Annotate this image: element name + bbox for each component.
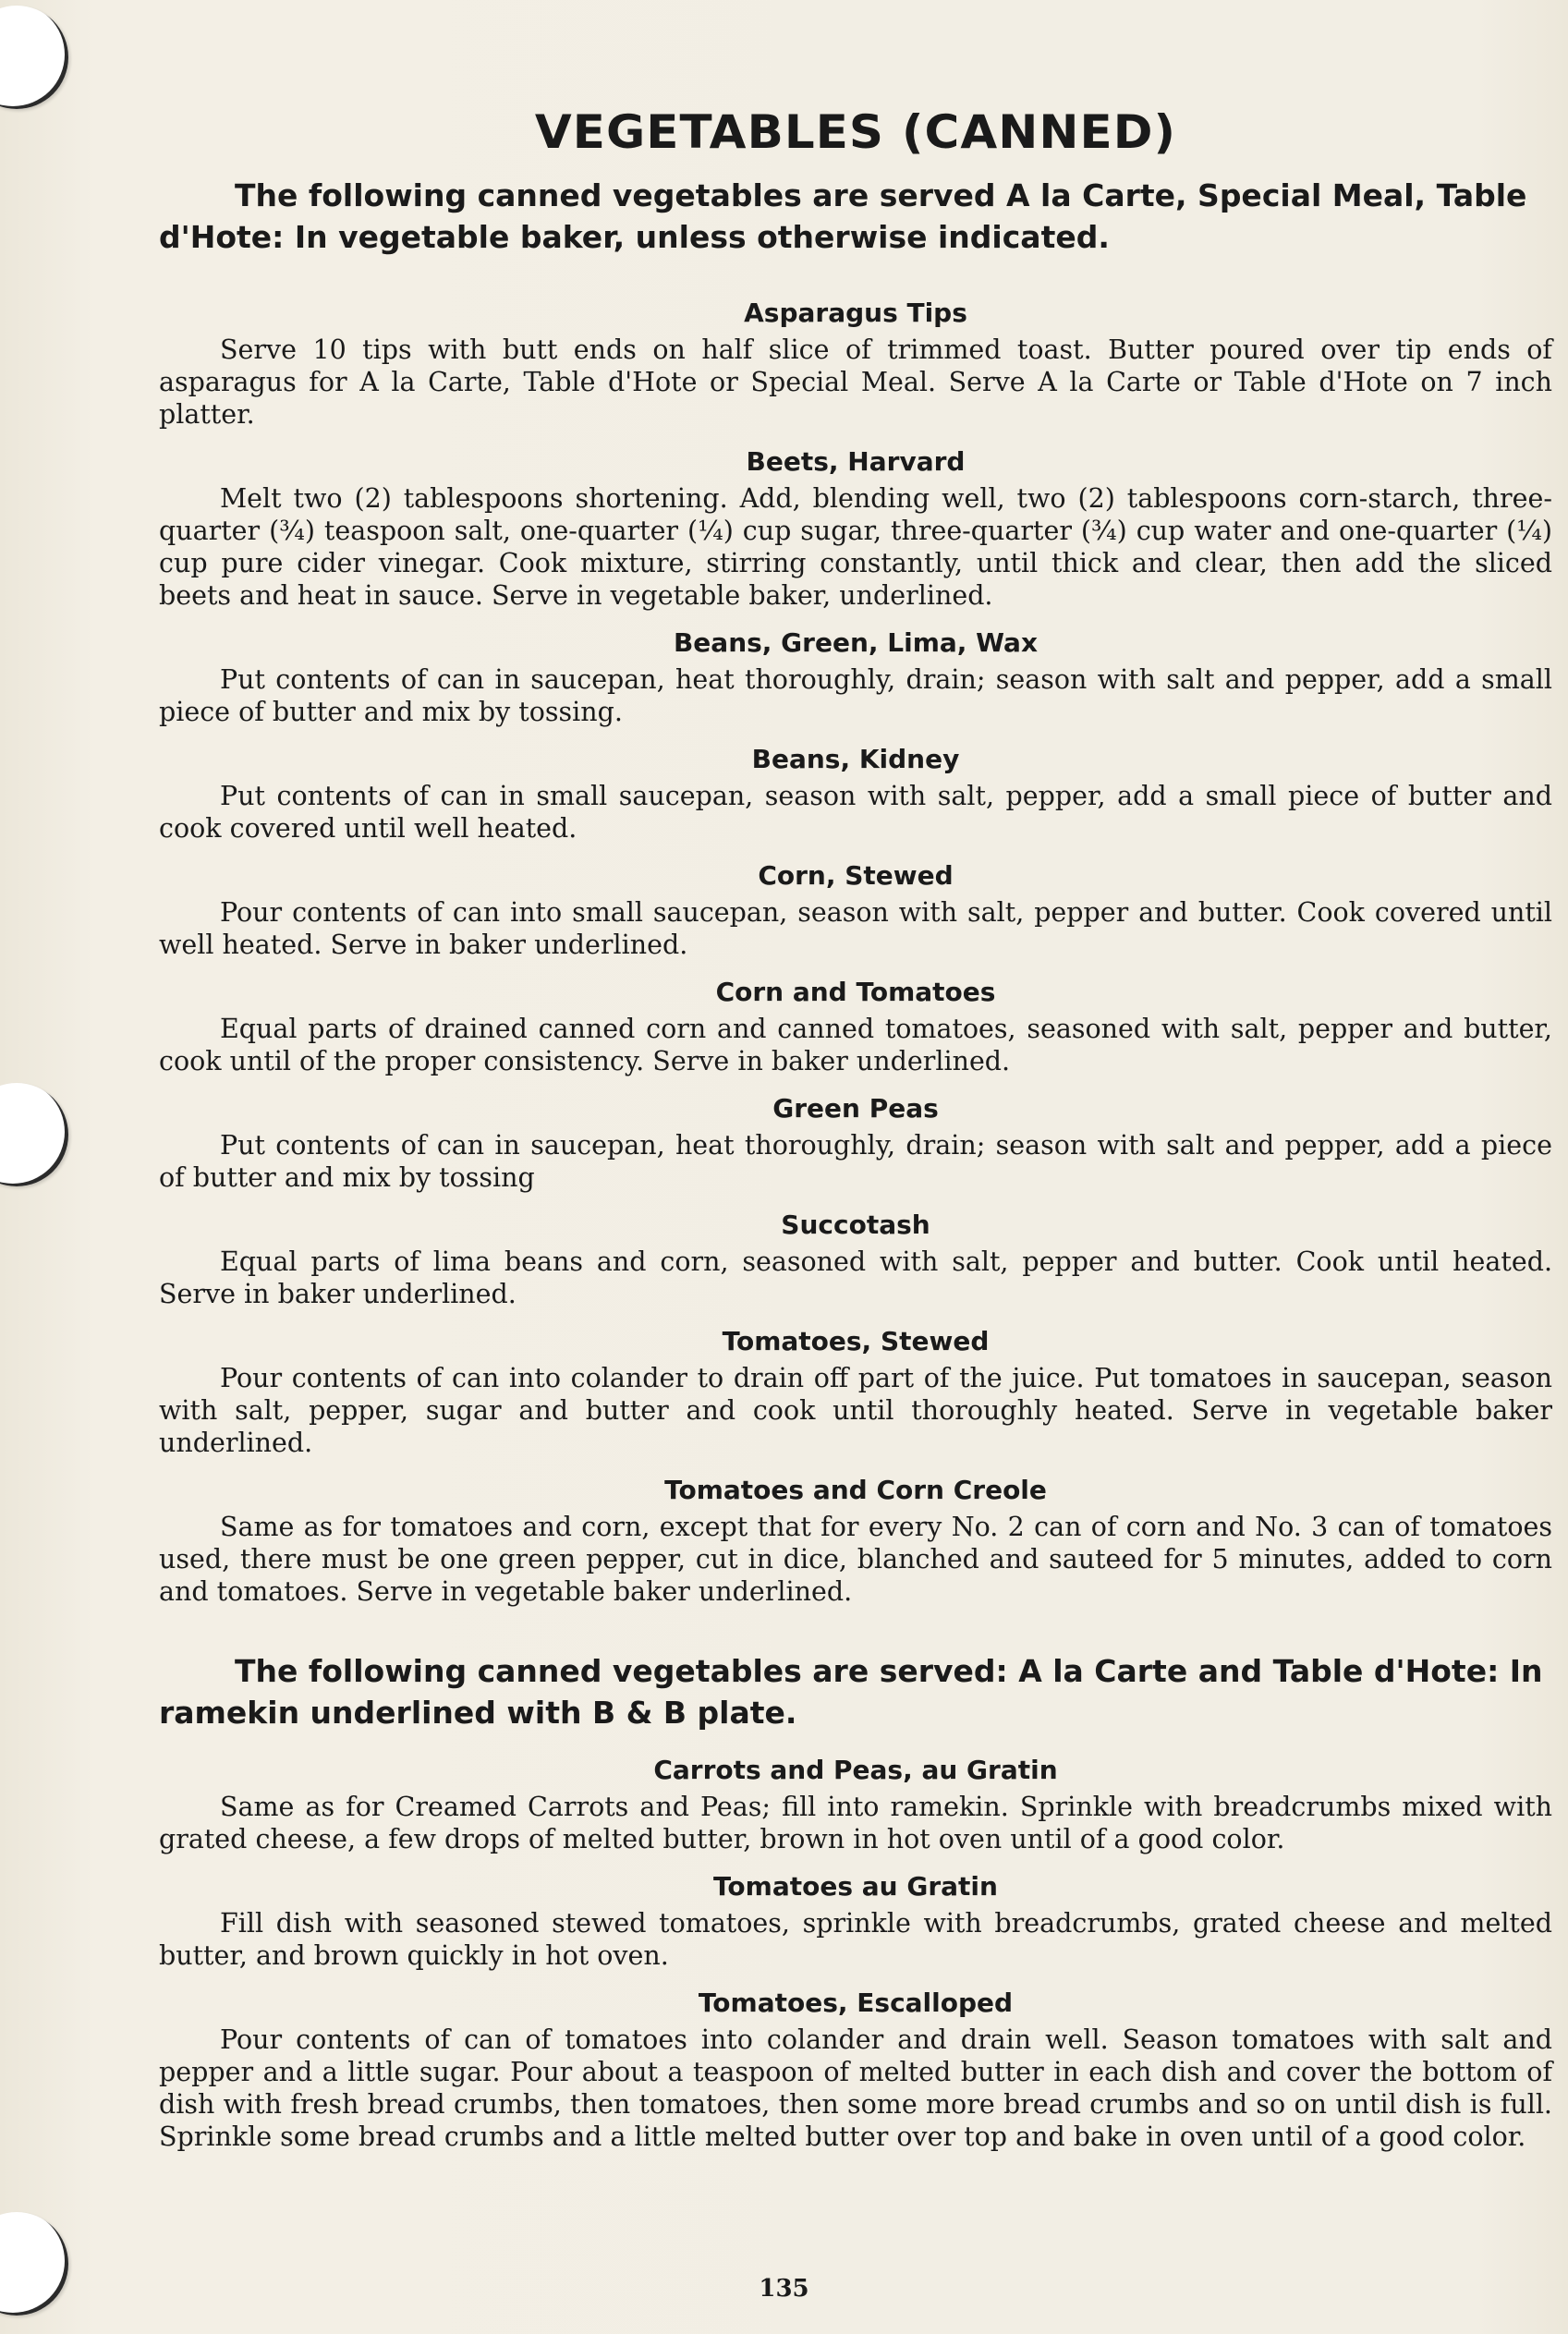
recipe-text: Melt two (2) tablespoons shortening. Add, blending well, two (2) tablespoons corn-starch, three-quarter (¾) teaspoon salt, one-quarter (¼) cup sugar, three-quarter (¾) cup water and one-quarter (¼) cup pure cider vinegar. Cook mixture, stirring constantly, until thick and clear, then add the sliced beets and heat in sauce. Serve in vegetable baker, underlined. [159, 483, 1552, 611]
recipe-heading: Succotash [781, 1210, 930, 1240]
recipe-text: Fill dish with seasoned stewed tomatoes, sprinkle with breadcrumbs, grated cheese and melted butter, and brown quickly in hot oven. [159, 1908, 1552, 1971]
recipe-text: Serve 10 tips with butt ends on half slice of trimmed toast. Butter poured over tip ends of asparagus for A la Carte, Table d'Hote or Special Meal. Serve A la Carte or Table d'Hote on 7 inch platter. [159, 334, 1552, 430]
recipe-heading: Beans, Green, Lima, Wax [673, 627, 1039, 658]
recipe-heading: Tomatoes, Escalloped [698, 1988, 1014, 2018]
recipe-heading: Corn, Stewed [758, 860, 954, 891]
recipe-heading: Tomatoes, Stewed [722, 1326, 990, 1356]
recipe-text: Equal parts of lima beans and corn, seasoned with salt, pepper and butter. Cook until heated. Serve in baker underlined. [159, 1246, 1552, 1309]
recipe-text: Pour contents of can into colander to drain off part of the juice. Put tomatoes in saucepan, season with salt, pepper, sugar and butter and cook until thoroughly heated. Serve in vegetable baker underlined. [159, 1363, 1552, 1458]
recipe-text: Put contents of can in small saucepan, season with salt, pepper, add a small piece of butter and cook covered until well heated. [159, 781, 1552, 844]
recipe-heading: Corn and Tomatoes [715, 977, 996, 1007]
recipe-text: Same as for Creamed Carrots and Peas; fill into ramekin. Sprinkle with breadcrumbs mixed with grated cheese, a few drops of melted butter, brown in hot oven until of a good color. [159, 1792, 1552, 1854]
recipe-text: Equal parts of drained canned corn and canned tomatoes, seasoned with salt, pepper and butter, cook until of the proper consistency. Serve in baker underlined. [159, 1014, 1552, 1076]
recipe-heading: Green Peas [772, 1093, 939, 1124]
section-1 [159, 295, 1552, 1608]
binder-hole [0, 1083, 68, 1186]
intro-paragraph: The following canned vegetables are served A la Carte, Special Meal, Table d'Hote: In vegetable baker, unless otherwise indicated. [159, 177, 1527, 255]
recipe-heading: Beans, Kidney [751, 744, 960, 774]
page-number: 135 [759, 2275, 809, 2303]
binder-hole [0, 6, 68, 109]
recipe-heading: Asparagus Tips [744, 298, 967, 328]
intro-paragraph: The following canned vegetables are served: A la Carte and Table d'Hote: In ramekin underlined with B & B plate. [159, 1653, 1543, 1731]
page-content [159, 92, 1552, 2166]
recipe-heading: Tomatoes au Gratin [713, 1871, 998, 1902]
recipe-heading: Carrots and Peas, au Gratin [653, 1755, 1058, 1785]
recipe-text: Pour contents of can into small saucepan, season with salt, pepper and butter. Cook covered until well heated. Serve in baker underlined. [159, 897, 1552, 960]
recipe-heading: Beets, Harvard [746, 446, 966, 477]
page-title: VEGETABLES (CANNED) [534, 105, 1177, 159]
recipe-text: Same as for tomatoes and corn, except that for every No. 2 can of corn and No. 3 can of tomatoes used, there must be one green pepper, cut in dice, blanched and sauteed for 5 minutes, added to corn and tomatoes. Serve in vegetable baker underlined. [159, 1512, 1552, 1607]
recipe-text: Pour contents of can of tomatoes into colander and drain well. Season tomatoes with salt and pepper and a little sugar. Pour about a teaspoon of melted butter in each dish and cover the bottom of dish with fresh bread crumbs, then tomatoes, then some more bread crumbs and so on until dish is full. Sprinkle some bread crumbs and a little melted butter over top and bake in oven until of a good color. [159, 2024, 1552, 2152]
recipe-heading: Tomatoes and Corn Creole [664, 1475, 1047, 1505]
recipe-text: Put contents of can in saucepan, heat thoroughly, drain; season with salt and pepper, add a piece of butter and mix by tossing [159, 1130, 1552, 1193]
section-2 [159, 1752, 1552, 2153]
recipe-text: Put contents of can in saucepan, heat thoroughly, drain; season with salt and pepper, add a small piece of butter and mix by tossing. [159, 664, 1552, 727]
